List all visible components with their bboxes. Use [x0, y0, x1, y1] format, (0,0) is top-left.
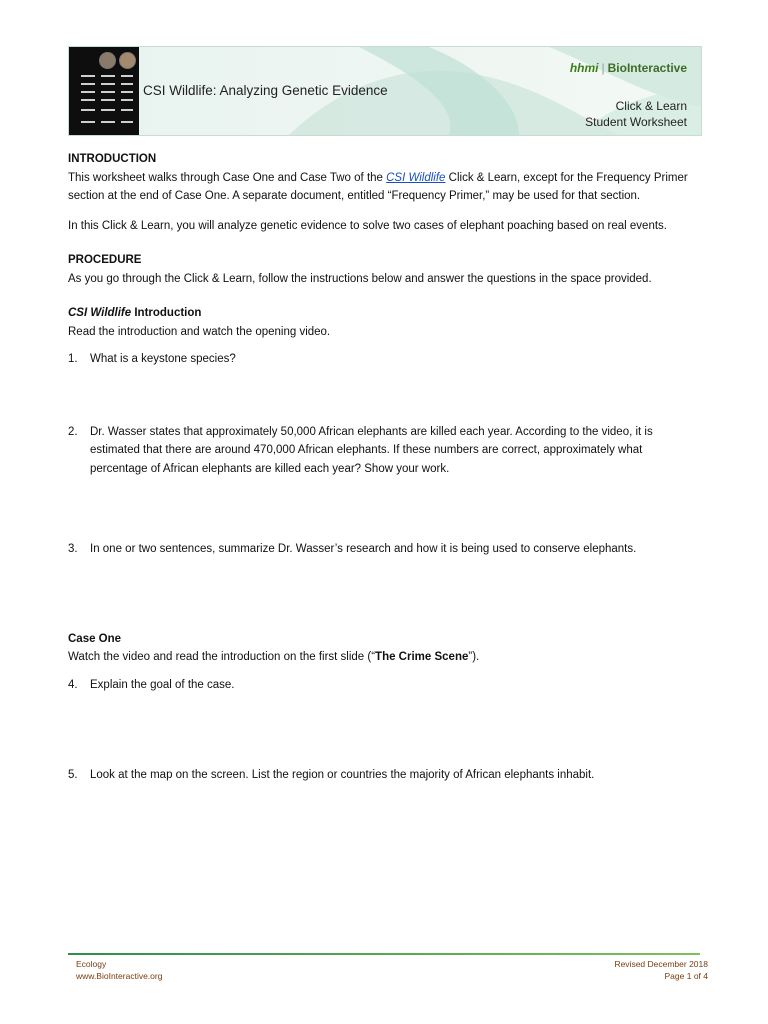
footer-left: Ecology www.BioInteractive.org: [76, 959, 163, 981]
footer-divider: [68, 953, 700, 955]
intro-paragraph-2: In this Click & Learn, you will analyze genetic evidence to solve two cases of elephant poaching based on real events.: [68, 219, 667, 232]
csi-wildlife-link[interactable]: CSI Wildlife: [386, 171, 446, 184]
footer-website-link[interactable]: www.BioInteractive.org: [76, 971, 163, 981]
procedure-heading: PROCEDURE: [68, 254, 142, 266]
footer-right: Revised December 2018 Page 1 of 4: [614, 959, 708, 981]
question-1: 1. What is a keystone species?: [68, 353, 236, 365]
question-5: 5. Look at the map on the screen. List the region or countries the majority of African elephants inhabit.: [68, 769, 595, 781]
intro-heading: INTRODUCTION: [68, 153, 157, 165]
question-2: 2. Dr. Wasser states that approximately 50,000 African elephants are killed each year. According to the video, it is estimated that there are around 470,000 African elephants. If these numbers are correct, approximately what percentage of African elephants are killed each year? Show your work.: [68, 425, 653, 475]
thumbnail-image: [69, 47, 139, 135]
header-banner: [68, 46, 702, 136]
page-title: CSI Wildlife: Analyzing Genetic Evidence: [143, 83, 388, 98]
document-type: Click & Learn Student Worksheet: [585, 99, 687, 129]
case-one-heading: Case One: [68, 632, 122, 645]
case-one-instructions: Watch the video and read the introduction on the first slide (“The Crime Scene”).: [68, 651, 480, 663]
intro-paragraph-1: This worksheet walks through Case One and Case Two of the CSI Wildlife Click & Learn, except for the Frequency Primer section at the end of Case One. A separate document, entitled “Frequency Primer,” may be used for that section.: [68, 171, 688, 202]
question-3: 3. In one or two sentences, summarize Dr. Wasser’s research and how it is being used to conserve elephants.: [68, 543, 637, 555]
hhmi-logo: hhmi | BioInteractive: [569, 61, 687, 75]
page-number: Page 1 of 4: [664, 971, 708, 981]
document-body: [68, 150, 700, 785]
procedure-text: As you go through the Click & Learn, follow the instructions below and answer the questions in the space provided.: [68, 272, 652, 285]
section-heading: CSI Wildlife Introduction: [68, 307, 202, 319]
question-4: 4. Explain the goal of the case.: [68, 678, 235, 691]
section-instructions: Read the introduction and watch the opening video.: [68, 325, 331, 338]
